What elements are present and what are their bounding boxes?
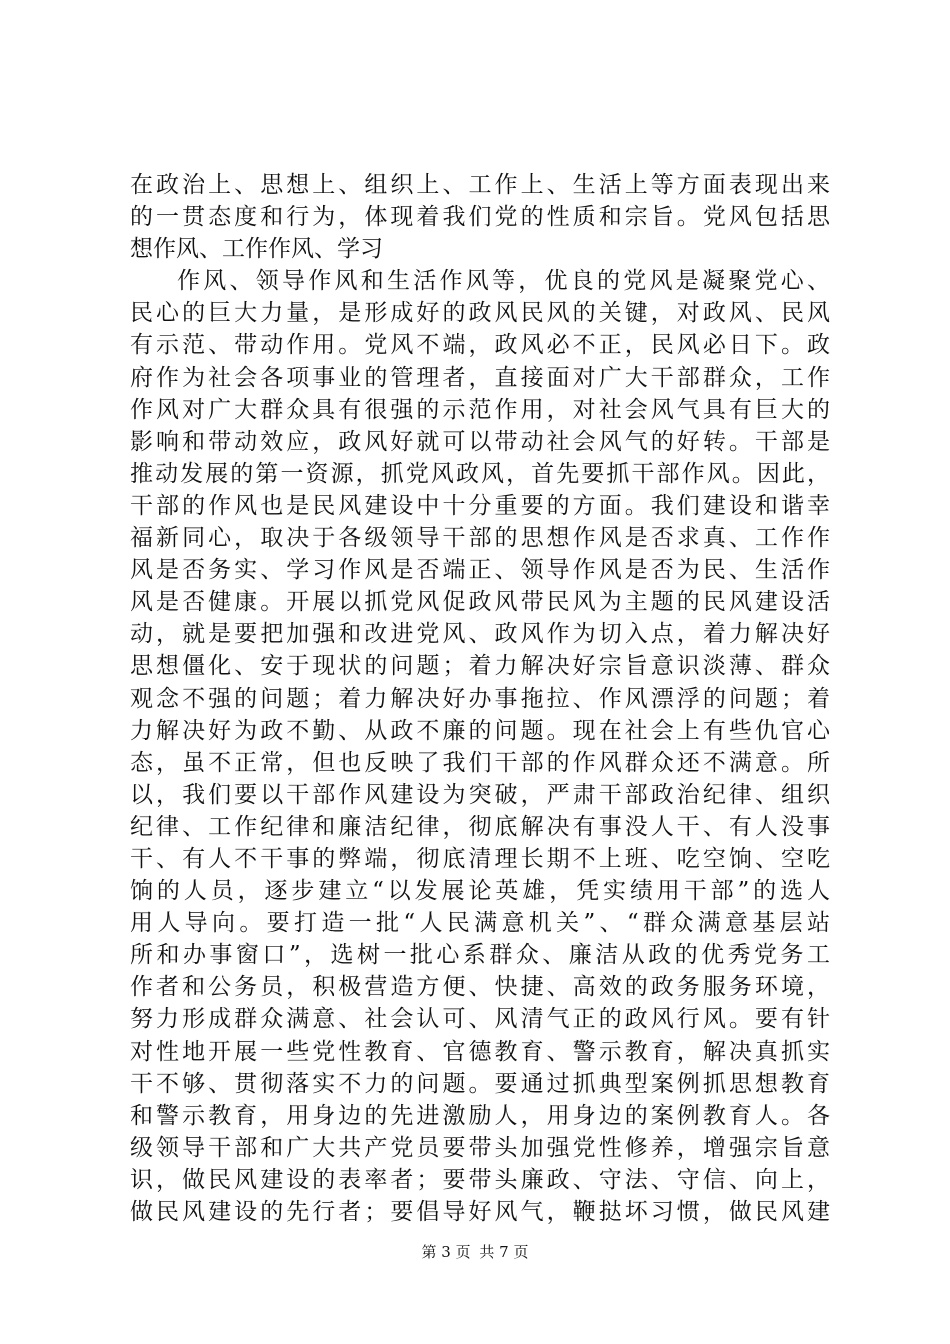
text-line: 府作为社会各项事业的管理者，直接面对广大干部群众，工作 bbox=[130, 364, 830, 391]
text-line: 对性地开展一些党性教育、官德教育、警示教育，解决真抓实 bbox=[130, 1038, 830, 1065]
text-line: 干不够、贯彻落实不力的问题。要通过抓典型案例抓思想教育 bbox=[130, 1070, 830, 1097]
page-number: 第 3 页 bbox=[421, 1243, 471, 1261]
text-line: 作风、领导作风和生活作风等，优良的党风是凝聚党心、 bbox=[177, 268, 830, 295]
text-line: 风是否健康。开展以抓党风促政风带民风为主题的民风建设活 bbox=[130, 589, 830, 616]
text-line: 力解决好为政不勤、从政不廉的问题。现在社会上有些仇官心 bbox=[130, 717, 830, 744]
text-line: 纪律、工作纪律和廉洁纪律，彻底解决有事没人干、有人没事 bbox=[130, 813, 830, 840]
text-line: 做民风建设的先行者；要倡导好风气，鞭挞坏习惯，做民风建 bbox=[130, 1199, 830, 1225]
text-line: 干部的作风也是民风建设中十分重要的方面。我们建设和谐幸 bbox=[130, 492, 830, 519]
text-line: 的一贯态度和行为，体现着我们党的性质和宗旨。党风包括思 bbox=[130, 204, 830, 231]
text-line: 作风对广大群众具有很强的示范作用，对社会风气具有巨大的 bbox=[130, 396, 830, 423]
text-line: 思想僵化、安于现状的问题；着力解决好宗旨意识淡薄、群众 bbox=[130, 653, 830, 680]
text-line: 观念不强的问题；着力解决好办事拖拉、作风漂浮的问题；着 bbox=[130, 685, 830, 712]
text-line: 饷的人员，逐步建立“以发展论英雄，凭实绩用干部”的选人 bbox=[130, 878, 830, 905]
text-line: 民心的巨大力量，是形成好的政风民风的关键，对政风、民风 bbox=[130, 300, 830, 327]
text-line: 态，虽不正常，但也反映了我们干部的作风群众还不满意。所 bbox=[130, 749, 830, 776]
page-total: 共 7 页 bbox=[479, 1243, 529, 1261]
text-line: 福新同心，取决于各级领导干部的思想作风是否求真、工作作 bbox=[130, 525, 830, 552]
text-line: 动，就是要把加强和改进党风、政风作为切入点，着力解决好 bbox=[130, 621, 830, 648]
text-line: 推动发展的第一资源，抓党风政风，首先要抓干部作风。因此， bbox=[130, 460, 830, 487]
text-line: 努力形成群众满意、社会认可、风清气正的政风行风。要有针 bbox=[130, 1006, 830, 1033]
text-line: 级领导干部和广大共产党员要带头加强党性修养，增强宗旨意 bbox=[130, 1134, 830, 1161]
text-line: 和警示教育，用身边的先进激励人，用身边的案例教育人。各 bbox=[130, 1102, 830, 1129]
page-footer bbox=[0, 1242, 950, 1262]
text-line: 用人导向。要打造一批“人民满意机关”、“群众满意基层站 bbox=[130, 910, 830, 937]
text-line: 想作风、工作作风、学习 bbox=[130, 236, 383, 263]
text-line: 所和办事窗口”，选树一批心系群众、廉洁从政的优秀党务工 bbox=[130, 942, 830, 969]
text-line: 风是否务实、学习作风是否端正、领导作风是否为民、生活作 bbox=[130, 557, 830, 584]
text-line: 在政治上、思想上、组织上、工作上、生活上等方面表现出来 bbox=[130, 172, 830, 198]
text-line: 有示范、带动作用。党风不端，政风必不正，民风必日下。政 bbox=[130, 332, 830, 359]
text-line: 以，我们要以干部作风建设为突破，严肃干部政治纪律、组织 bbox=[130, 781, 830, 808]
text-line: 识，做民风建设的表率者；要带头廉政、守法、守信、向上， bbox=[130, 1166, 830, 1193]
text-line: 干、有人不干事的弊端，彻底清理长期不上班、吃空饷、空吃 bbox=[130, 845, 830, 872]
text-line: 影响和带动效应，政风好就可以带动社会风气的好转。干部是 bbox=[130, 428, 830, 455]
text-line: 作者和公务员，积极营造方便、快捷、高效的政务服务环境， bbox=[130, 974, 830, 1001]
body-text bbox=[130, 169, 830, 1228]
